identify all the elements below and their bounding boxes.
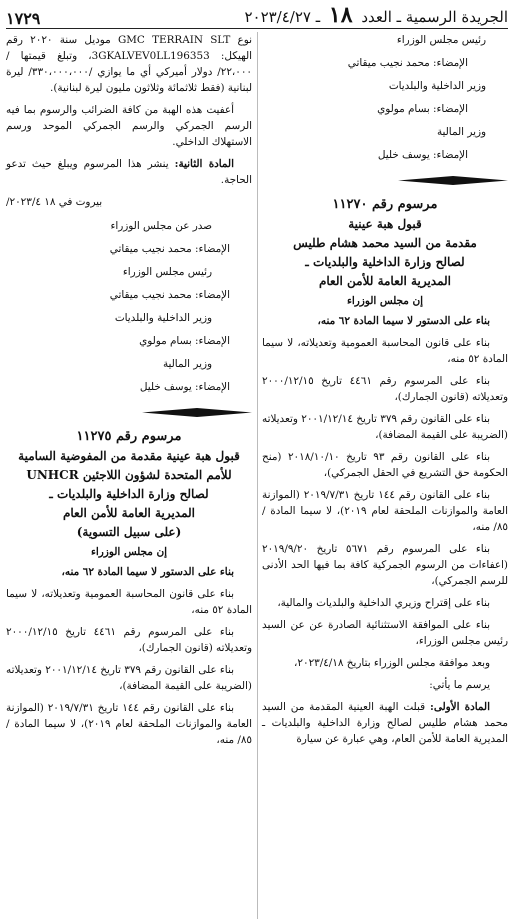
recital: بناء على القانون رقم ٣٧٩ تاريخ ٢٠٠١/١٢/١٤ وتعديلاته (الضريبة على القيمة المضافة)، <box>6 664 252 692</box>
signature-line: الإمضاء: محمد نجيب ميقاتي <box>347 57 468 69</box>
section-divider-icon <box>398 176 508 185</box>
decree-title: قبول هبة عينية مقدمة من المفوضية السامية <box>18 449 240 463</box>
signature-line: الإمضاء: بسام مولوي <box>377 103 468 115</box>
page-header <box>6 4 508 29</box>
exemption-paragraph: أعفيت هذه الهبة من كافة الضرائب والرسوم بما فيه الرسم الجمركي والرسم الجمركي الموحد ورسم الاستهلاك الداخلي. <box>6 104 252 148</box>
left-column <box>6 32 252 754</box>
article-1 <box>262 699 508 747</box>
issue-number: ١٨ <box>328 2 353 28</box>
article-text: قبلت الهبة العينية المقدمة من السيد محمد هشام طليس لصالح وزارة الداخلية والبلديات ـ المديرية العامة للأمن العام، وهي عبارة عن سيارة <box>262 701 508 745</box>
signature-title: رئيس مجلس الوزراء <box>396 34 486 46</box>
recital: بناء على القانون رقم ١٤٤ تاريخ ٢٠١٩/٧/٣١ (الموازنة العامة والموازنات الملحقة لعام ٢٠١٩)، لا سيما المادة /٨٥/ منه، <box>262 489 508 533</box>
page-number: ١٧٢٩ <box>6 9 41 28</box>
decree-title: لصالح وزارة الداخلية والبلديات ـ <box>49 487 209 501</box>
signature-line: الإمضاء: يوسف خليل <box>139 381 230 393</box>
signature-line: الإمضاء: محمد نجيب ميقاتي <box>109 243 230 255</box>
signature-title: وزير المالية <box>436 126 486 138</box>
recital: بناء على قانون المحاسبة العمومية وتعديلاته، لا سيما المادة ٥٢ منه، <box>6 588 252 616</box>
article-1-continued: نوع GMC TERRAIN SLT موديل سنة ٢٠٢٠ رقم الهيكل: 3GKALVEV0LL196353، وتبلغ قيمتها /٢٢،٠٠٠/ دولار أميركي أي ما يوازي /٣٣٠،٠٠٠،٠٠٠/ ليرة لبنانية (فقط ثلاثمائة وثلاثون مليون ليرة لبنانية). <box>6 34 253 94</box>
decree-title: مقدمة من السيد محمد هشام طليس <box>293 236 477 250</box>
decree-title: قبول هبة عينية <box>348 217 422 231</box>
signature-line: الإمضاء: محمد نجيب ميقاتي <box>109 289 230 301</box>
signature-line: الإمضاء: يوسف خليل <box>377 149 468 161</box>
basis-clause: بناء على الدستور لا سيما المادة ٦٢ منه، <box>317 315 490 327</box>
signature-title: وزير الداخلية والبلديات <box>114 312 212 324</box>
section-divider-icon <box>142 408 252 417</box>
council-heading: إن مجلس الوزراء <box>347 295 423 307</box>
article-2 <box>6 156 252 188</box>
recital: بناء على القانون رقم ٣٧٩ تاريخ ٢٠٠١/١٢/١٤ وتعديلاته (الضريبة على القيمة المضافة)، <box>262 413 508 441</box>
recital: بناء على إقتراح وزيري الداخلية والبلديات والمالية، <box>277 597 490 609</box>
signature-title: رئيس مجلس الوزراء <box>122 266 212 278</box>
signature-title: وزير الداخلية والبلديات <box>388 80 486 92</box>
decree-formula: يرسم ما يأتي: <box>429 679 490 691</box>
recital: بناء على المرسوم رقم ٤٤٦١ تاريخ ٢٠٠٠/١٢/١٥ وتعديلاته (قانون الجمارك)، <box>6 626 252 654</box>
signature-title: صدر عن مجلس الوزراء <box>110 220 212 232</box>
decree-title: للأمم المتحدة لشؤون اللاجئين UNHCR <box>26 468 232 482</box>
decree-number: مرسوم رقم ١١٢٧٥ <box>76 429 182 444</box>
recital: بناء على القانون رقم ٩٣ تاريخ ٢٠١٨/١٠/١٠ (منح الحكومة حق التشريع في الحقل الجمركي)، <box>262 451 508 479</box>
recital: وبعد موافقة مجلس الوزراء بتاريخ ٢٠٢٣/٤/١٨، <box>294 657 490 669</box>
article-text: ينشر هذا المرسوم ويبلغ حيث تدعو الحاجة. <box>6 158 252 186</box>
right-column <box>262 32 508 753</box>
decree-title: المديرية العامة للأمن العام <box>318 274 452 288</box>
decree-number: مرسوم رقم ١١٢٧٠ <box>332 197 438 212</box>
decree-subtitle: (على سبيل التسوية) <box>76 525 182 539</box>
decree-title: لصالح وزارة الداخلية والبلديات ـ <box>305 255 465 269</box>
recital: بناء على القانون رقم ١٤٤ تاريخ ٢٠١٩/٧/٣١ (الموازنة العامة والموازنات الملحقة لعام ٢٠١٩)، لا سيما المادة /٨٥/ منه، <box>6 702 252 746</box>
article-label: المادة الثانية: <box>174 158 234 170</box>
recital: بناء على المرسوم رقم ٥٦٧١ تاريخ ٢٠١٩/٩/٢٠ (اعفاءات من الرسوم الجمركية كافة بما فيها الحد الأدنى للرسم الجمركي)، <box>262 543 508 587</box>
recital: بناء على قانون المحاسبة العمومية وتعديلاته، لا سيما المادة ٥٢ منه، <box>262 337 508 365</box>
decree-title: المديرية العامة للأمن العام <box>62 506 196 520</box>
journal-name: الجريدة الرسمية ـ العدد <box>361 8 508 26</box>
basis-clause: بناء على الدستور لا سيما المادة ٦٢ منه، <box>61 566 234 578</box>
issue-place-date: بيروت في ١٨ ٢٠٢٣/٤/ <box>6 196 103 208</box>
running-title <box>244 2 508 28</box>
article-label: المادة الأولى: <box>429 701 490 713</box>
signature-title: وزير المالية <box>162 358 212 370</box>
recital: بناء على المرسوم رقم ٤٤٦١ تاريخ ٢٠٠٠/١٢/١٥ وتعديلاته (قانون الجمارك)، <box>262 375 508 403</box>
recital: بناء على الموافقة الاستثنائية الصادرة عن عن السيد رئيس مجلس الوزراء، <box>262 619 508 647</box>
council-heading: إن مجلس الوزراء <box>91 546 167 558</box>
column-divider <box>257 32 258 919</box>
signature-line: الإمضاء: بسام مولوي <box>139 335 230 347</box>
issue-date: ـ ٢٠٢٣/٤/٢٧ <box>244 8 321 26</box>
